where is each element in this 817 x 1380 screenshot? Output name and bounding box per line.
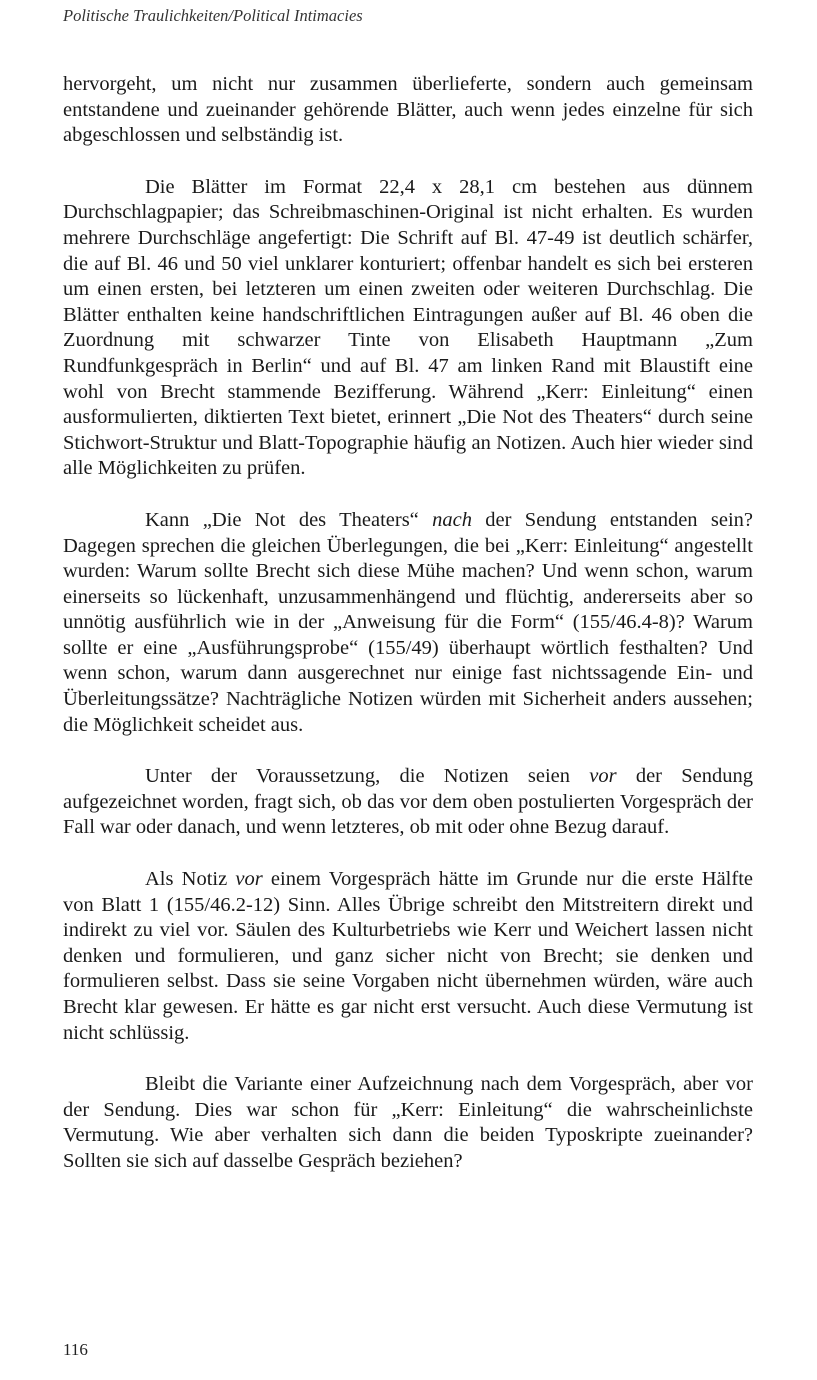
text-run: hervorgeht, um nicht nur zusammen überlieferte, sondern auch gemeinsam entstandene und zueinander gehörende Blätter, auch wenn jedes einzelne für sich abgeschlossen und selbständig ist.: [63, 73, 753, 147]
emphasis: vor: [589, 765, 617, 788]
text-run: Als Notiz: [145, 868, 236, 891]
paragraph: [63, 72, 753, 149]
text-run: Die Blätter im Format 22,4 x 28,1 cm bestehen aus dünnem Durchschlagpapier; das Schreibmaschinen-Original ist nicht erhalten. Es wurden mehrere Durchschläge angefertigt: Die Schrift auf Bl. 47-49 ist deutlich schärfer, die auf Bl. 46 und 50 viel unklarer konturiert; offenbar handelt es sich bei ersteren um einen ersten, bei letzteren um einen zweiten oder weiteren Durchschlag. Die Blätter enthalten keine handschriftlichen Eintragungen außer auf Bl. 46 oben die Zuordnung mit schwarzer Tinte von Elisabeth Hauptmann „Zum Rundfunkgespräch in Berlin“ und auf Bl. 47 am linken Rand mit Blaustift eine wohl von Brecht stammende Bezifferung. Während „Kerr: Einleitung“ einen ausformulierten, diktierten Text bietet, erinnert „Die Not des Theaters“ durch seine Stichwort-Struktur und Blatt-Topographie häufig an Notizen. Auch hier wieder sind alle Möglichkeiten zu prüfen.: [63, 175, 753, 480]
emphasis: nach: [432, 508, 472, 531]
paragraph: [63, 764, 753, 841]
emphasis: vor: [235, 868, 263, 891]
text-run: Kann „Die Not des Theaters“: [145, 508, 433, 531]
body-text: [63, 72, 753, 1201]
page-number: 116: [63, 1340, 88, 1359]
paragraph: [63, 508, 753, 738]
text-run: der Sendung entstanden sein? Dagegen sprechen die gleichen Überlegungen, die bei „Kerr: Einleitung“ angestellt wurden: Warum sollte Brecht sich diese Mühe machen? Und wenn schon, warum einerseits so lückenhaft, unzusammenhängend und flüchtig, andererseits aber so unnötig ausführlich wie in der „Anweisung für die Form“ (155/46.4-8)? Warum sollte er eine „Ausführungsprobe“ (155/49) überhaupt wörtlich festhalten? Und wenn schon, warum dann ausgerechnet nur einige fast nichtssagende Ein- und Überleitungssätze? Nachträgliche Notizen würden mit Sicherheit anders aussehen; die Möglichkeit scheidet aus.: [63, 508, 753, 736]
text-run: Bleibt die Variante einer Aufzeichnung nach dem Vorgespräch, aber vor der Sendung. Dies war schon für „Kerr: Einleitung“ die wahrscheinlichste Vermutung. Wie aber verhalten sich dann die beiden Typoskripte zueinander? Sollten sie sich auf dasselbe Gespräch beziehen?: [63, 1073, 753, 1172]
paragraph: [63, 1072, 753, 1174]
paragraph: [63, 867, 753, 1046]
text-run: einem Vorgespräch hätte im Grunde nur die erste Hälfte von Blatt 1 (155/46.2-12) Sinn. Alles Übrige schreibt den Mitstreitern direkt und indirekt zu viel vor. Säulen des Kulturbetriebs wie Kerr und Weichert lassen nicht denken und formulieren, und ganz sicher nicht von Brecht; sie denken und formulieren selbst. Dass sie seine Vorgaben nicht übernehmen würden, wäre auch Brecht klar gewesen. Er hätte es gar nicht erst versucht. Auch diese Vermutung ist nicht schlüssig.: [63, 868, 754, 1044]
text-run: der Sendung aufgezeichnet worden, fragt sich, ob das vor dem oben postulierten Vorgespräch der Fall war oder danach, und wenn letzteres, ob mit oder ohne Bezug darauf.: [63, 765, 753, 839]
running-head: Politische Traulichkeiten/Political Intimacies: [63, 6, 363, 25]
text-run: Unter der Voraussetzung, die Notizen seien: [145, 765, 590, 788]
paragraph: [63, 175, 753, 482]
